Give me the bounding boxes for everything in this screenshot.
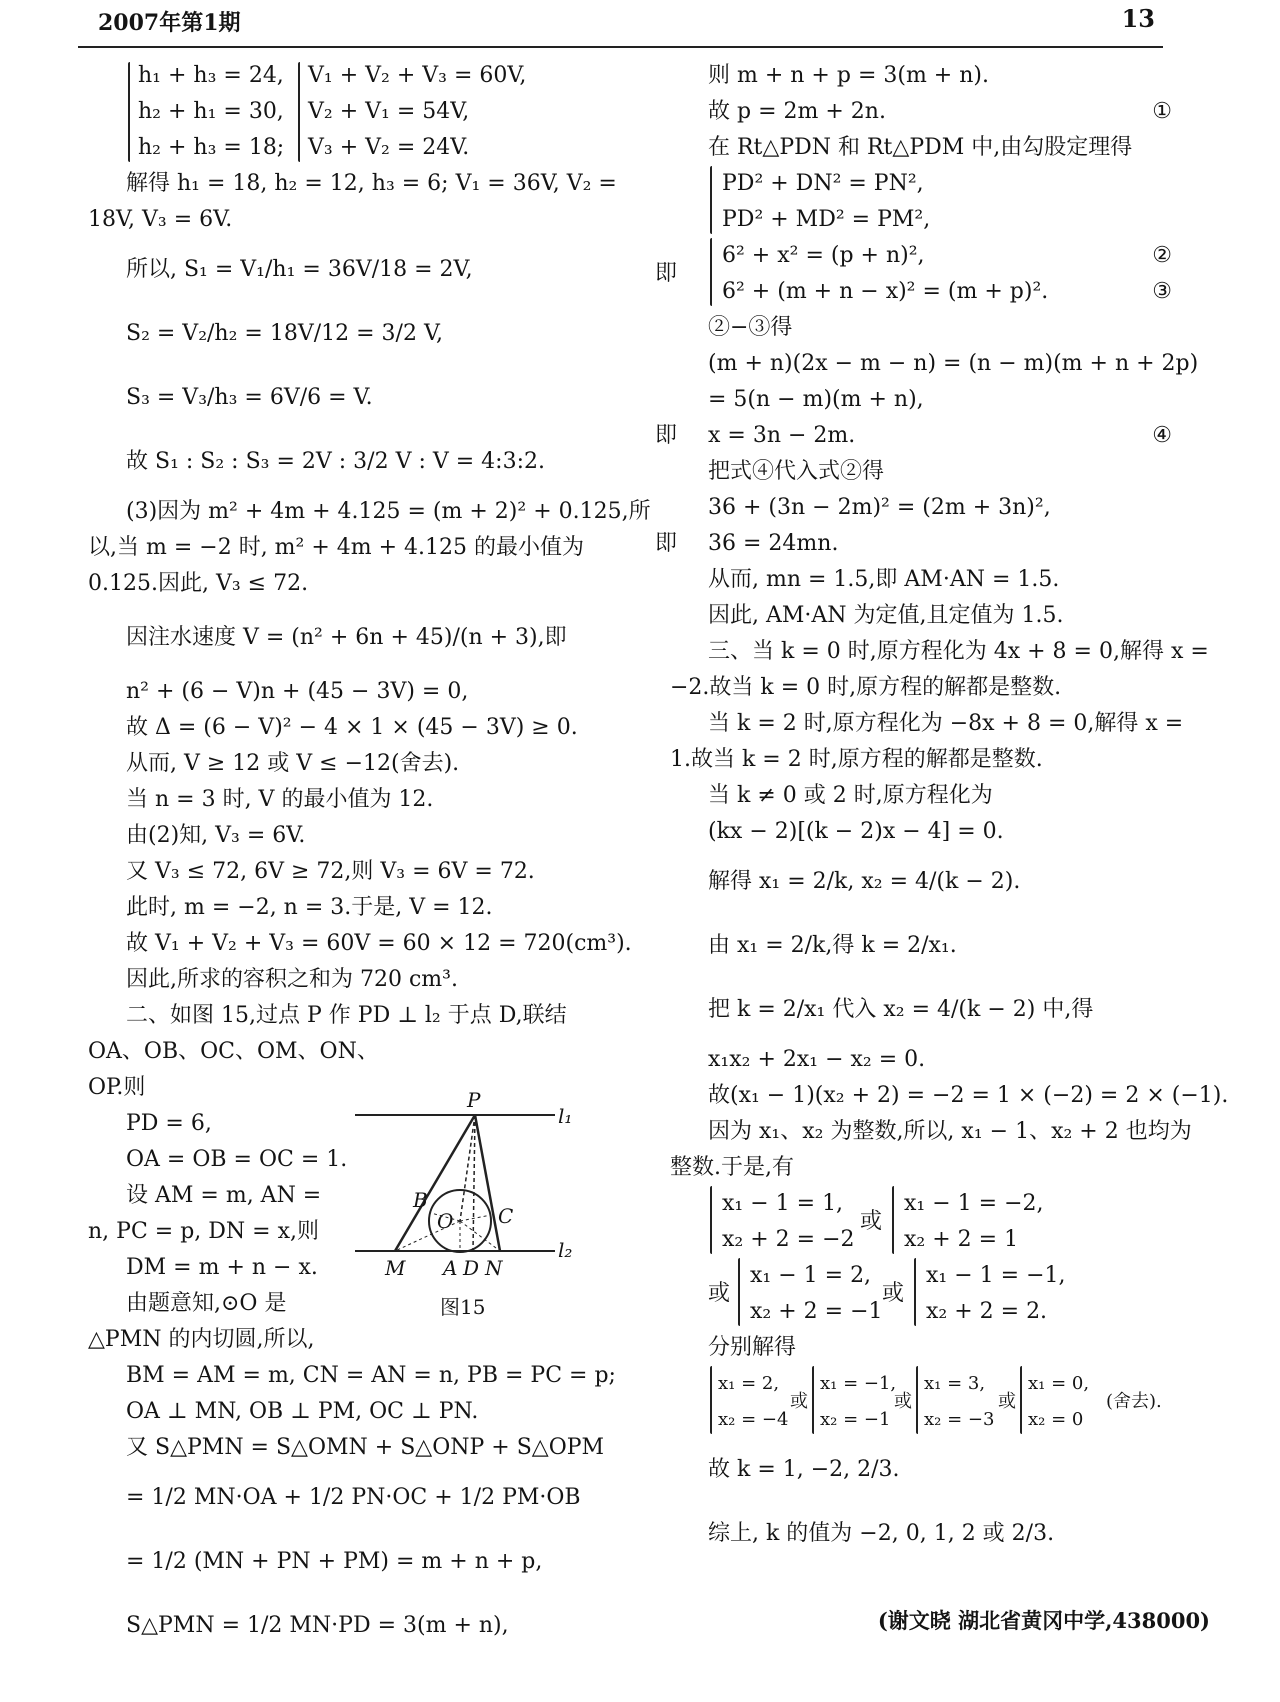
geometry-diagram [355, 1085, 605, 1285]
label-n: N [485, 1256, 503, 1280]
equation: x = 3n − 2m. [708, 423, 856, 448]
label-d: D [463, 1256, 480, 1280]
or-text: 或 [790, 1391, 808, 1412]
text-line: 设 AM = m, AN = [126, 1183, 322, 1208]
text-line: 则 m + n + p = 3(m + n). [708, 63, 989, 88]
text-line [670, 94, 1190, 130]
equation: x₁ = 3, [924, 1373, 986, 1394]
equation-system-h-v [128, 58, 628, 166]
segment-pd [473, 1115, 475, 1251]
label-p: P [467, 1088, 481, 1112]
text-line: OA = OB = OC = 1. [126, 1147, 348, 1172]
text-line: 当 k = 2 时,原方程化为 −8x + 8 = 0,解得 x = [708, 711, 1184, 736]
discard-note: (舍去). [1106, 1391, 1162, 1412]
text-line: x₁x₂ + 2x₁ − x₂ = 0. [708, 1047, 926, 1072]
brace [812, 1366, 814, 1434]
equation: V₂ + V₁ = 54V, [308, 99, 470, 124]
equation: 故 p = 2m + 2n. [708, 99, 886, 124]
equation: x₁ = −1, [820, 1373, 897, 1394]
formula-line: 所以, S₁ = V₁/h₁ = 36V/18 = 2V, [126, 257, 473, 282]
text-line: n, PC = p, DN = x,则 [88, 1219, 319, 1244]
label-c: C [498, 1204, 514, 1228]
equation: x₂ = 0 [1028, 1409, 1084, 1430]
side-pm [395, 1115, 475, 1251]
label-b: B [413, 1188, 428, 1212]
formula-line: = 1/2 MN·OA + 1/2 PN·OC + 1/2 PM·OB [126, 1485, 581, 1510]
solution-systems [710, 1366, 1190, 1438]
text-line: 故 Δ = (6 − V)² − 4 × 1 × (45 − 3V) ≥ 0. [126, 715, 578, 740]
equation: x₁ = 2, [718, 1373, 780, 1394]
equation-label: ② [1152, 243, 1172, 268]
page-number: 13 [1121, 4, 1155, 33]
ji-text: 即 [655, 261, 678, 286]
text-line: 从而, V ≥ 12 或 V ≤ −12(舍去). [126, 751, 460, 776]
figure-caption: 图15 [440, 1295, 486, 1319]
text-line: ②−③得 [708, 315, 793, 340]
equation: h₁ + h₃ = 24, [138, 63, 284, 88]
equation: PD² + MD² = PM², [722, 207, 931, 232]
text-line: 因此,所求的容积之和为 720 cm³. [126, 967, 458, 992]
equation: h₂ + h₃ = 18; [138, 135, 285, 160]
or-text: 或 [882, 1281, 905, 1306]
text-line: 18V, V₃ = 6V. [88, 207, 233, 232]
text-line: 以,当 m = −2 时, m² + 4m + 4.125 的最小值为 [88, 535, 585, 560]
equation: h₂ + h₁ = 30, [138, 99, 284, 124]
text-line: 二、如图 15,过点 P 作 PD ⊥ l₂ 于点 D,联结 [126, 1003, 567, 1028]
formula-line: 故 S₁ : S₂ : S₃ = 2V : 3/2 V : V = 4:3:2. [126, 449, 545, 474]
text-line: 1.故当 k = 2 时,原方程的解都是整数. [670, 747, 1043, 772]
text-line: 0.125.因此, V₃ ≤ 72. [88, 571, 309, 596]
equation: x₁ − 1 = 1, [722, 1191, 844, 1216]
text-line: 三、当 k = 0 时,原方程化为 4x + 8 = 0,解得 x = [708, 639, 1209, 664]
formula-line: S△PMN = 1/2 MN·PD = 3(m + n), [126, 1613, 509, 1638]
text-line: n² + (6 − V)n + (45 − 3V) = 0, [126, 679, 469, 704]
ji-text: 即 [655, 531, 678, 556]
formula-line: S₃ = V₃/h₃ = 6V/6 = V. [126, 385, 373, 410]
text-line: 由(2)知, V₃ = 6V. [126, 823, 306, 848]
brace [916, 1366, 918, 1434]
text-line: 把式④代入式②得 [708, 459, 885, 484]
brace [914, 1258, 916, 1326]
text-line [655, 418, 1190, 454]
text-line: 故(x₁ − 1)(x₂ + 2) = −2 = 1 × (−2) = 2 × (−1). [708, 1083, 1229, 1108]
equation: x₂ = −1 [820, 1409, 891, 1430]
equation: x₂ = −3 [924, 1409, 995, 1430]
brace [710, 1186, 712, 1254]
text-line: 故 V₁ + V₂ + V₃ = 60V = 60 × 12 = 720(cm³). [126, 931, 632, 956]
equation: x₂ + 2 = −1 [750, 1299, 883, 1324]
segment-oc [460, 1215, 491, 1221]
text-line: 分别解得 [708, 1335, 797, 1360]
equation: PD² + DN² = PN², [722, 171, 924, 196]
or-text: 或 [894, 1391, 912, 1412]
label-a: A [443, 1256, 458, 1280]
equation-label: ③ [1152, 279, 1172, 304]
brace [298, 62, 300, 162]
text-line: 整数.于是,有 [670, 1155, 794, 1180]
label-l1: l₁ [558, 1104, 573, 1128]
text-line: (3)因为 m² + 4m + 4.125 = (m + 2)² + 0.125,所 [126, 499, 651, 524]
brace [710, 1366, 712, 1434]
equation-label: ④ [1152, 423, 1172, 448]
formula-line: 综上, k 的值为 −2, 0, 1, 2 或 2/3. [708, 1521, 1055, 1546]
integer-systems-row-1 [710, 1186, 1190, 1258]
equation: 6² + x² = (p + n)², [722, 243, 925, 268]
equation-label: ① [1152, 99, 1172, 124]
text-line: 因为 x₁、x₂ 为整数,所以, x₁ − 1、x₂ + 2 也均为 [708, 1119, 1192, 1144]
formula-line: 因注水速度 V = (n² + 6n + 45)/(n + 3),即 [126, 625, 567, 650]
segment-op [460, 1115, 475, 1221]
text-line: 在 Rt△PDN 和 Rt△PDM 中,由勾股定理得 [708, 135, 1133, 160]
equation: x₂ + 2 = 1 [904, 1227, 1019, 1252]
formula-line: 把 k = 2/x₁ 代入 x₂ = 4/(k − 2) 中,得 [708, 997, 1094, 1022]
pythagoras-system [710, 166, 1190, 238]
label-m: M [385, 1256, 406, 1280]
text-line: 因此, AM·AN 为定值,且定值为 1.5. [708, 603, 1064, 628]
equation: x₂ = −4 [718, 1409, 789, 1430]
text-line: △PMN 的内切圆,所以, [88, 1327, 315, 1352]
right-column [655, 58, 1229, 1566]
formula-line: = 1/2 (MN + PN + PM) = m + n + p, [126, 1549, 543, 1574]
integer-systems-row-2 [710, 1258, 1190, 1330]
equation: x₁ − 1 = −2, [904, 1191, 1044, 1216]
brace [710, 238, 712, 306]
label-o: O [437, 1209, 454, 1233]
formula-line: 解得 x₁ = 2/k, x₂ = 4/(k − 2). [708, 869, 1021, 894]
brace [892, 1186, 894, 1254]
ji-text: 即 [655, 423, 678, 448]
equation: x₁ = 0, [1028, 1373, 1090, 1394]
formula-line: 故 k = 1, −2, 2/3. [708, 1457, 900, 1482]
text-line: 从而, mn = 1.5,即 AM·AN = 1.5. [708, 567, 1060, 592]
formula-line: 由 x₁ = 2/k,得 k = 2/x₁. [708, 933, 957, 958]
figure-15 [355, 1085, 605, 1325]
text-line: OP.则 [88, 1075, 146, 1100]
text-line: (m + n)(2x − m − n) = (n − m)(m + n + 2p) [708, 351, 1199, 376]
text-line: 解得 h₁ = 18, h₂ = 12, h₃ = 6; V₁ = 36V, V₂ = [126, 171, 617, 196]
equation-system-2-3 [655, 238, 1190, 310]
equation: 36 = 24mn. [708, 531, 839, 556]
text-line: 由题意知,⊙O 是 [126, 1291, 287, 1316]
text-line: OA ⊥ MN, OB ⊥ PM, OC ⊥ PN. [126, 1399, 479, 1424]
page-header [78, 0, 1163, 48]
equation: x₂ + 2 = 2. [926, 1299, 1048, 1324]
text-line: 当 n = 3 时, V 的最小值为 12. [126, 787, 434, 812]
text-line: (kx − 2)[(k − 2)x − 4] = 0. [708, 819, 1004, 844]
side-pn [475, 1115, 500, 1251]
equation: 6² + (m + n − x)² = (m + p)². [722, 279, 1049, 304]
or-text: 或 [998, 1391, 1016, 1412]
equation: x₁ − 1 = 2, [750, 1263, 872, 1288]
text-line: 当 k ≠ 0 或 2 时,原方程化为 [708, 783, 993, 808]
equation: V₃ + V₂ = 24V. [308, 135, 470, 160]
left-column [88, 58, 651, 1658]
journal-issue: 2007年第1期 [98, 10, 241, 36]
or-text: 或 [860, 1209, 883, 1234]
text-line: 又 V₃ ≤ 72, 6V ≥ 72,则 V₃ = 6V = 72. [126, 859, 535, 884]
text-line: 此时, m = −2, n = 3.于是, V = 12. [126, 895, 493, 920]
label-l2: l₂ [558, 1238, 573, 1262]
text-line [655, 526, 1190, 562]
text-line: 36 + (3n − 2m)² = (2m + 3n)², [708, 495, 1051, 520]
text-line: BM = AM = m, CN = AN = n, PB = PC = p; [126, 1363, 616, 1388]
equation: x₁ − 1 = −1, [926, 1263, 1066, 1288]
equation: x₂ + 2 = −2 [722, 1227, 855, 1252]
text-line: DM = m + n − x. [126, 1255, 318, 1280]
brace [710, 166, 712, 234]
segment-on [460, 1221, 500, 1251]
text-line: PD = 6, [126, 1111, 212, 1136]
brace [128, 62, 130, 162]
formula-line: S₂ = V₂/h₂ = 18V/12 = 3/2 V, [126, 321, 443, 346]
or-text: 或 [708, 1281, 731, 1306]
brace [1020, 1366, 1022, 1434]
author-signature: (谢文晓 湖北省黄冈中学,438000) [877, 1608, 1210, 1633]
text-line: = 5(n − m)(m + n), [708, 387, 924, 412]
brace [738, 1258, 740, 1326]
text-line: OA、OB、OC、OM、ON、 [88, 1039, 379, 1064]
equation: V₁ + V₂ + V₃ = 60V, [308, 63, 527, 88]
text-line: −2.故当 k = 0 时,原方程的解都是整数. [670, 675, 1062, 700]
text-line: 又 S△PMN = S△OMN + S△ONP + S△OPM [126, 1435, 605, 1460]
